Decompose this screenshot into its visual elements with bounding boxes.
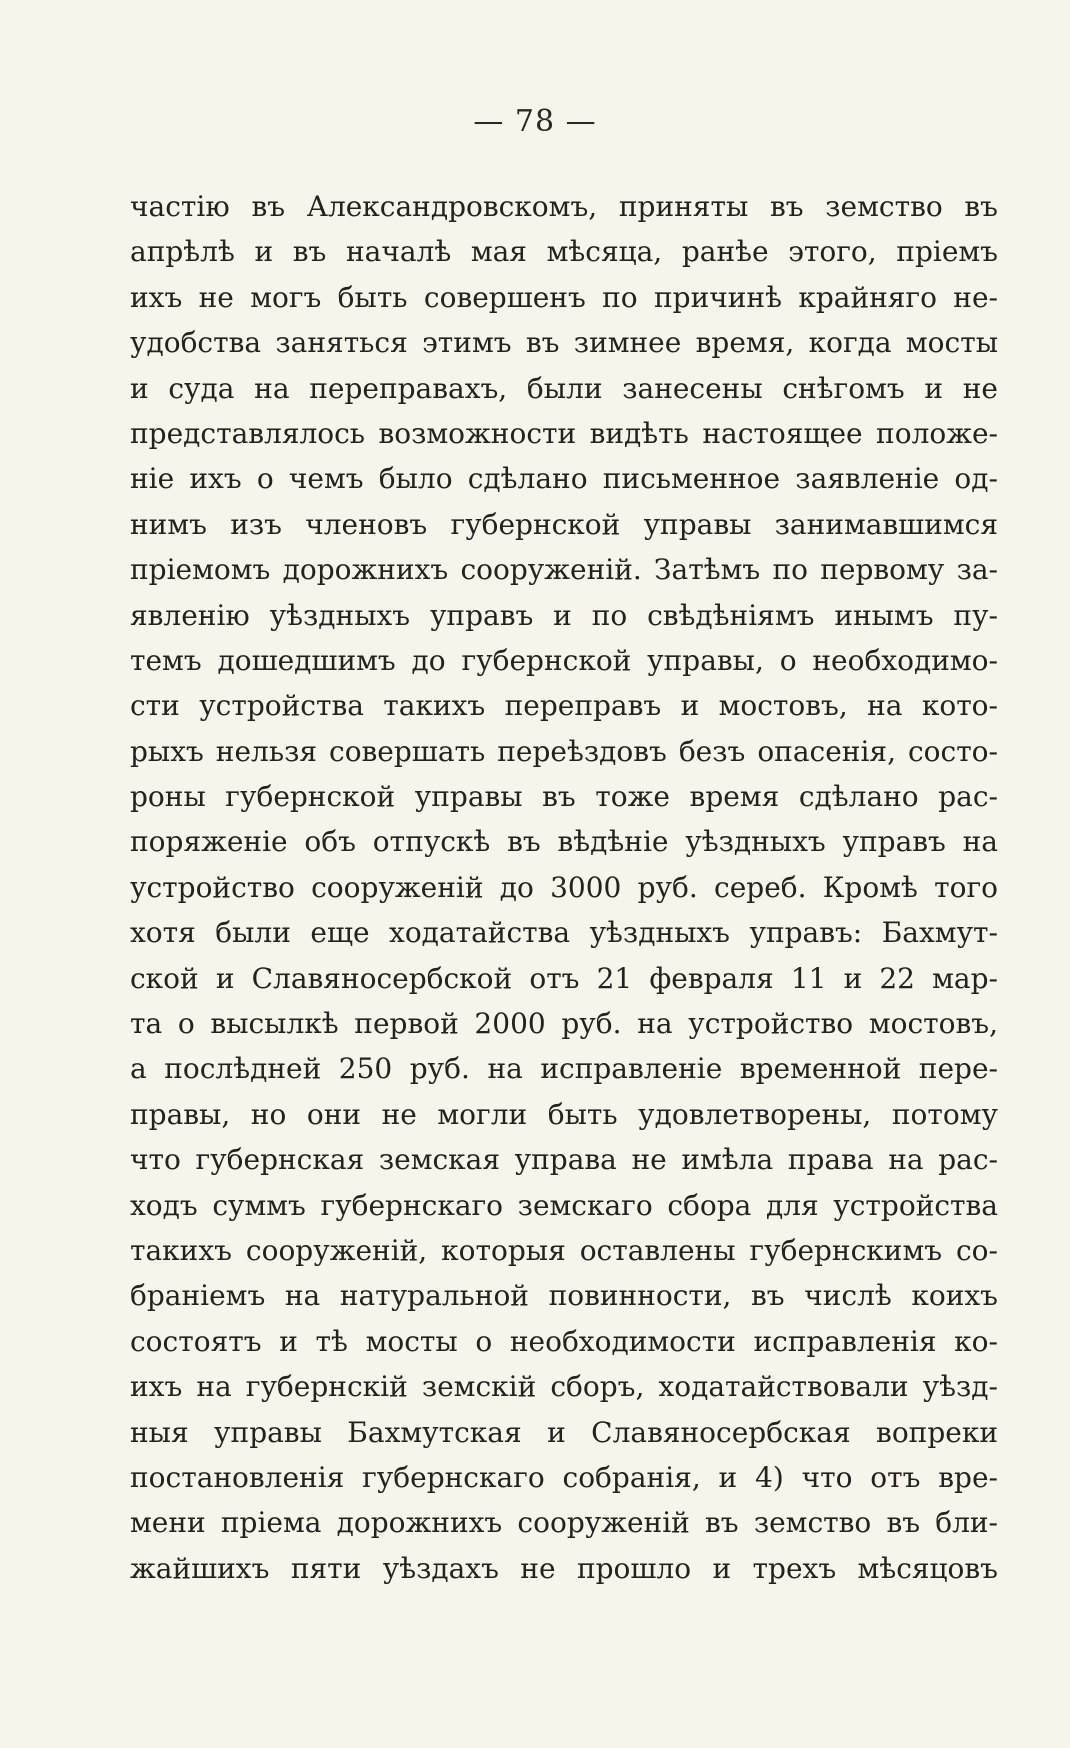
text-line: поряженіе объ отпускѣ въ вѣдѣніе уѣздныхъ управъ на	[130, 825, 998, 859]
text-line: хотя были еще ходатайства уѣздныхъ управъ: Бахмут-	[130, 916, 998, 950]
text-line: ихъ не могъ быть совершенъ по причинѣ крайняго не-	[130, 280, 998, 314]
text-line: сти устройства такихъ переправъ и мостовъ, на кото-	[130, 689, 998, 723]
text-line: частію въ Александровскомъ, приняты въ земство въ	[130, 190, 998, 223]
text-line: пріемомъ дорожнихъ сооруженій. Затѣмъ по первому за-	[130, 553, 998, 587]
text-line: такихъ сооруженій, которыя оставлены губернскимъ со-	[130, 1233, 998, 1267]
text-line: роны губернской управы въ тоже время сдѣлано рас-	[130, 780, 998, 814]
text-line: явленію уѣздныхъ управъ и по свѣдѣніямъ инымъ пу-	[130, 598, 998, 632]
text-line: браніемъ на натуральной повинности, въ числѣ коихъ	[130, 1279, 998, 1313]
text-line: ныя управы Бахмутская и Славяносербская вопреки	[130, 1415, 998, 1449]
text-line: правы, но они не могли быть удовлетворены, потому	[130, 1097, 998, 1131]
text-line: представлялось возможности видѣть настоящее положе-	[130, 416, 998, 450]
text-line: апрѣлѣ и въ началѣ мая мѣсяца, ранѣе этого, пріемъ	[130, 235, 998, 269]
text-line: а послѣдней 250 руб. на исправленіе временной пере-	[130, 1052, 998, 1086]
text-line: что губернская земская управа не имѣла права на рас-	[130, 1143, 998, 1177]
text-line: и суда на переправахъ, были занесены снѣгомъ и не	[130, 371, 998, 405]
text-line: ніе ихъ о чемъ было сдѣлано письменное заявленіе од-	[130, 462, 998, 496]
text-line: ходъ суммъ губернскаго земскаго сбора для устройства	[130, 1188, 998, 1222]
text-line: постановленія губернскаго собранія, и 4) что отъ вре-	[130, 1460, 998, 1494]
text-line: устройство сооруженій до 3000 руб. сереб. Кромѣ того	[130, 870, 998, 904]
text-line: рыхъ нельзя совершать переѣздовъ безъ опасенія, состо-	[130, 734, 998, 768]
text-line: удобства заняться этимъ въ зимнее время, когда мосты	[130, 326, 998, 360]
body-text	[130, 184, 998, 1591]
text-line: ихъ на губернскій земскій сборъ, ходатайствовали уѣзд-	[130, 1370, 998, 1404]
text-line: состоятъ и тѣ мосты о необходимости исправленія ко-	[130, 1324, 998, 1358]
text-line: та о высылкѣ первой 2000 руб. на устройство мостовъ,	[130, 1007, 998, 1041]
text-line: жайшихъ пяти уѣздахъ не прошло и трехъ мѣсяцовъ	[130, 1551, 998, 1585]
text-line: нимъ изъ членовъ губернской управы занимавшимся	[130, 507, 998, 541]
text-line: ской и Славяносербской отъ 21 февраля 11 и 22 мар-	[130, 961, 998, 995]
page-number: — 78 —	[473, 104, 597, 139]
text-line: мени пріема дорожнихъ сооруженій въ земство въ бли-	[130, 1506, 998, 1540]
text-line: темъ дошедшимъ до губернской управы, о необходимо-	[130, 643, 998, 677]
